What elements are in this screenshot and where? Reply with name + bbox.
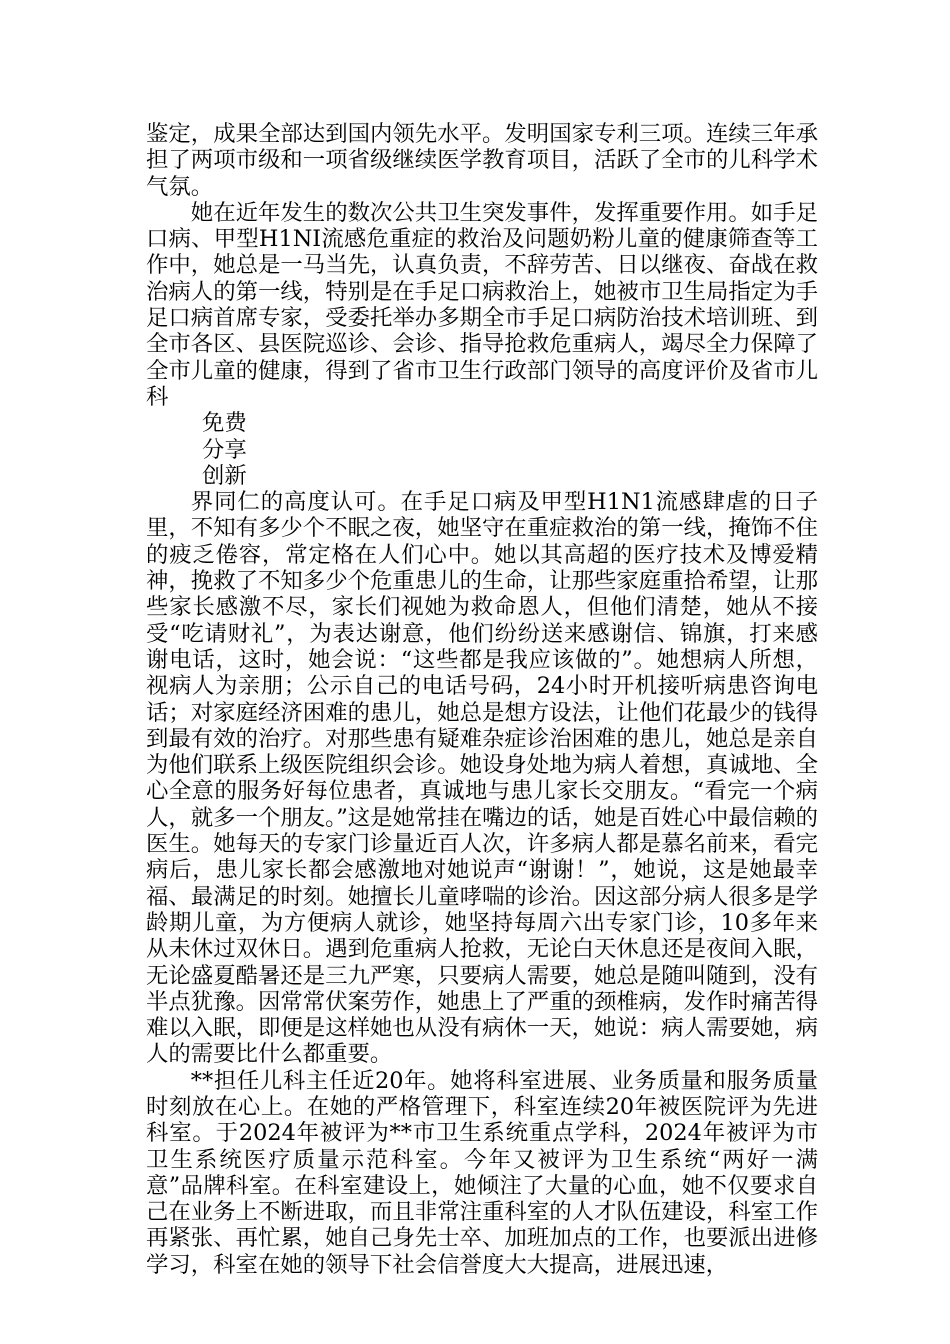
document-page [146,121,818,1278]
paragraph-public-health: 她在近年发生的数次公共卫生突发事件，发挥重要作用。如手足口病、甲型H1NI流感危重症的救治及问题奶粉儿童的健康筛查等工作中，她总是一马当先，认真负责，不辞劳苦、日以继夜、奋战在救治病人的第一线，特别是在手足口病救治上，她被市卫生局指定为手足口病首席专家，受委托举办多期全市手足口病防治技术培训班、到全市各区、县医院巡诊、会诊、指导抢救危重病人，竭尽全力保障了全市儿童的健康，得到了省市卫生行政部门领导的高度评价及省市儿科 [146,199,818,410]
word-share: 分享 [202,436,247,463]
word-free: 免费 [202,410,247,437]
paragraph-dedication: 界同仁的高度认可。在手足口病及甲型H1N1流感肆虐的日子里，不知有多少个不眠之夜，她坚守在重症救治的第一线，掩饰不住的疲乏倦容，常定格在人们心中。她以其高超的医疗技术及博爱精神，挽救了不知多少个危重患儿的生命，让那些家庭重拾希望，让那些家长感激不尽，家长们视她为救命恩人，但他们清楚，她从不接受“吃请财礼”，为表达谢意，他们纷纷送来感谢信、锦旗，打来感谢电话，这时，她会说：“这些都是我应该做的”。她想病人所想，视病人为亲朋；公示自己的电话号码，24小时开机接听病患咨询电话；对家庭经济困难的患儿，她总是想方设法，让他们花最少的钱得到最有效的治疗。对那些患有疑难杂症诊治困难的患儿，她总是亲自为他们联系上级医院组织会诊。她设身处地为病人着想，真诚地、全心全意的服务好每位患者，真诚地与患儿家长交朋友。“看完一个病人，就多一个朋友。”这是她常挂在嘴边的话，她是百姓心中最信赖的医生。她每天的专家门诊量近百人次，许多病人都是慕名前来，看完病后，患儿家长都会感激地对她说声“谢谢！”，她说，这是她最幸福、最满足的时刻。她擅长儿童哮喘的诊治。因这部分病人很多是学龄期儿童，为方便病人就诊，她坚持每周六出专家门诊，10多年来从未休过双休日。遇到危重病人抢救，无论白天休息还是夜间入眠，无论盛夏酷暑还是三九严寒，只要病人需要，她总是随叫随到，没有半点犹豫。因常常伏案劳作，她患上了严重的颈椎病，发作时痛苦得难以入眠，即便是这样她也从没有病休一天，她说：病人需要她，病人的需要比什么都重要。 [146,489,818,1068]
paragraph-achievements: 鉴定，成果全部达到国内领先水平。发明国家专利三项。连续三年承担了两项市级和一项省级继续医学教育项目，活跃了全市的儿科学术气氛。 [146,121,818,200]
paragraph-department-leadership: **担任儿科主任近20年。她将科室进展、业务质量和服务质量时刻放在心上。在她的严格管理下，科室连续20年被医院评为先进科室。于2024年被评为**市卫生系统重点学科，2024年被评为市卫生系统医疗质量示范科室。今年又被评为卫生系统“两好一满意”品牌科室。在科室建设上，她倾注了大量的心血，她不仅要求自己在业务上不断进取，而且非常注重科室的人才队伍建设，科室工作再紧张、再忙累，她自己身先士卒、加班加点的工作，也要派出进修学习，科室在她的领导下社会信誉度大大提高，进展迅速， [146,1067,818,1278]
word-innovation: 创新 [202,462,247,489]
